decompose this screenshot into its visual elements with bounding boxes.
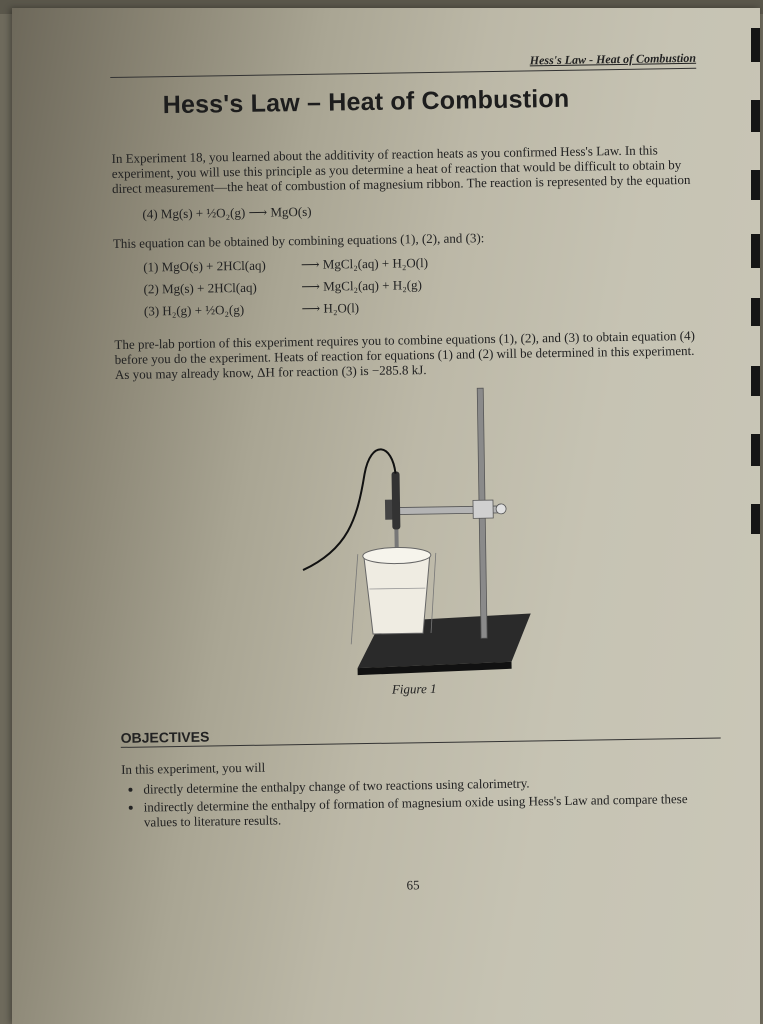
objective-item: • directly determine the enthalpy change of two reactions using calorimetry.	[143, 772, 721, 796]
equation-number: (4)	[142, 206, 158, 222]
objectives-list	[143, 772, 722, 829]
equation-products: MgO(s)	[270, 203, 312, 220]
binding-tab	[751, 28, 760, 62]
figure-caption: Figure 1	[391, 680, 437, 697]
equation-list	[113, 248, 714, 323]
prelab-paragraph: The pre-lab portion of this experiment requires you to combine equations (1), (2), and (3) to obtain equation (4) before you do the experiment. Heats of reaction for equations (1) and (2) will be determined in this experiment. As you may already know, ΔH for reaction (3) is −285.8 kJ.	[114, 327, 696, 382]
binding-tab	[751, 170, 760, 200]
equation-reactants: Mg(s) + ½O₂(g)	[160, 204, 246, 222]
binding-tab	[751, 100, 760, 132]
reaction-arrow: ⟶	[248, 204, 268, 220]
binding-tab	[751, 234, 760, 268]
equation-number: (1)	[143, 259, 159, 275]
page-content	[110, 51, 723, 898]
equation-number: (2)	[143, 281, 159, 297]
equation-products: H₂O(l)	[323, 300, 360, 316]
equation-reactants: H₂(g) + ½O₂(g)	[162, 301, 245, 319]
binding-tab	[751, 504, 760, 534]
binding-tab	[751, 434, 760, 466]
objectives-intro: In this experiment, you will	[121, 759, 266, 777]
binding-tab	[751, 298, 760, 326]
binding-tab	[751, 366, 760, 396]
reaction-arrow: ⟶	[301, 300, 321, 317]
target-equation	[142, 195, 712, 226]
equation-products: MgCl₂(aq) + H₂O(l)	[322, 255, 429, 272]
reaction-arrow: ⟶	[300, 256, 320, 273]
objective-item: • indirectly determine the enthalpy of formation of magnesium oxide using Hess's Law and compare these values to literature results.	[144, 790, 722, 829]
intro-paragraph: In Experiment 18, you learned about the additivity of reaction heats as you confirmed Hess's Law. In this experiment, you will use this principle as you determine a heat of reaction that would be difficult to obtain by direct measurement—the heat of combustion of magnesium ribbon. The reaction is represented by the equation	[111, 142, 691, 196]
figure-1	[115, 379, 720, 716]
equation-reactants: Mg(s) + 2HCl(aq)	[161, 279, 257, 297]
combine-sentence: This equation can be obtained by combining equations (1), (2), and (3):	[112, 230, 485, 251]
running-header: Hess's Law - Heat of Combustion	[110, 51, 696, 78]
reaction-arrow: ⟶	[301, 278, 321, 295]
page-number: 65	[406, 877, 420, 893]
styrofoam-cup	[364, 555, 431, 634]
page-title: Hess's Law – Heat of Combustion	[162, 84, 570, 120]
equation-number: (3)	[143, 303, 160, 319]
textbook-page	[12, 8, 760, 1024]
equation-products: MgCl₂(aq) + H₂(g)	[323, 277, 422, 294]
temperature-probe	[392, 472, 401, 530]
calorimeter-apparatus-illustration	[115, 379, 720, 688]
equation-reactants: MgO(s) + 2HCl(aq)	[161, 257, 266, 275]
objectives-heading: OBJECTIVES	[121, 720, 721, 747]
